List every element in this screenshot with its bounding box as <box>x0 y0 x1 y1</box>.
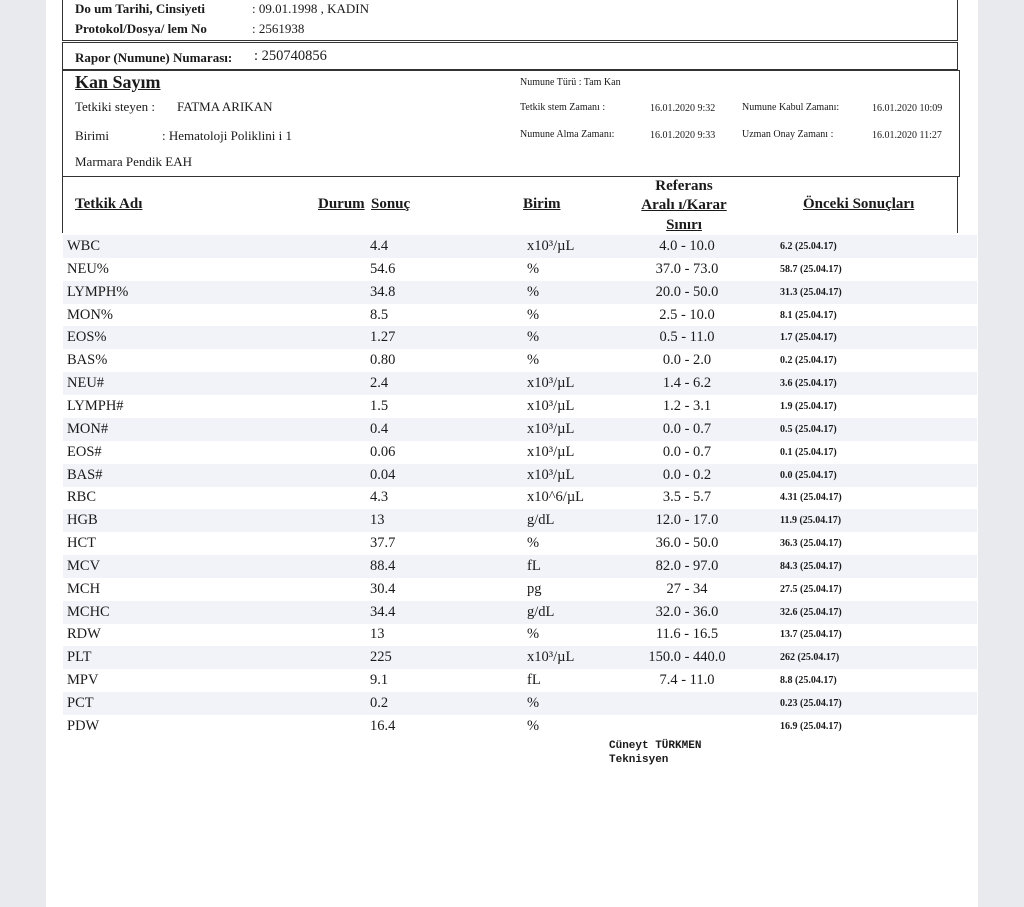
table-row <box>63 372 977 395</box>
dob-value: : 09.01.1998 , KADIN <box>252 1 369 16</box>
test-previous-result: 16.9 (25.04.17) <box>780 720 842 732</box>
test-previous-result: 1.9 (25.04.17) <box>780 400 837 412</box>
test-info-box <box>62 70 960 177</box>
test-previous-result: 36.3 (25.04.17) <box>780 538 842 550</box>
test-reference-range: 7.4 - 11.0 <box>659 672 715 689</box>
test-name: MCV <box>67 557 101 574</box>
test-reference-range: 0.0 - 0.2 <box>662 466 712 483</box>
test-reference-range: 32.0 - 36.0 <box>655 603 719 620</box>
test-previous-result: 262 (25.04.17) <box>780 652 840 664</box>
table-row <box>63 281 977 304</box>
test-unit: % <box>527 626 540 643</box>
col-header-ref-2: Aralı ı/Karar <box>641 197 727 213</box>
test-name: BAS# <box>67 466 103 483</box>
unit-value: : Hematoloji Poliklini i 1 <box>162 128 292 143</box>
table-row <box>63 235 977 258</box>
test-name: WBC <box>67 238 101 254</box>
col-header-ref-3: Sınırı <box>666 217 702 233</box>
test-reference-range: 82.0 - 97.0 <box>655 557 719 574</box>
test-previous-result: 8.1 (25.04.17) <box>780 309 837 321</box>
test-name: EOS# <box>67 443 102 460</box>
test-previous-result: 0.5 (25.04.17) <box>780 423 837 435</box>
table-row <box>63 646 977 669</box>
test-unit: % <box>527 352 540 369</box>
test-previous-result: 4.31 (25.04.17) <box>780 492 842 504</box>
test-unit: % <box>527 535 540 552</box>
requester-label: Tetkiki steyen : <box>75 99 155 114</box>
request-time-value: 16.01.2020 9:32 <box>650 103 716 114</box>
test-result: 0.80 <box>370 352 396 369</box>
test-unit: % <box>527 260 540 277</box>
test-result: 0.2 <box>370 695 389 711</box>
report-number-label: Rapor (Numune) Numarası: <box>75 50 233 65</box>
test-name: PLT <box>67 649 92 666</box>
signature-name: Cüneyt TÜRKMEN <box>609 740 702 752</box>
test-result: 4.4 <box>370 238 389 254</box>
table-row <box>63 349 977 372</box>
table-row <box>63 578 977 601</box>
table-row <box>63 326 977 349</box>
test-unit: x10³/µL <box>527 466 575 483</box>
test-title: Kan Sayım <box>75 72 161 92</box>
test-previous-result: 6.2 (25.04.17) <box>780 241 837 252</box>
test-result: 9.1 <box>370 672 389 689</box>
table-row <box>63 715 977 738</box>
test-reference-range: 150.0 - 440.0 <box>648 649 726 666</box>
test-result: 16.4 <box>370 717 396 734</box>
col-header-ref-1: Referans <box>655 178 713 194</box>
table-row <box>63 258 977 281</box>
table-row <box>63 486 977 509</box>
test-name: HGB <box>67 512 98 529</box>
test-name: MCHC <box>67 603 110 620</box>
test-previous-result: 1.7 (25.04.17) <box>780 332 837 344</box>
test-unit: % <box>527 283 540 300</box>
test-unit: fL <box>527 557 541 574</box>
test-unit: % <box>527 717 540 734</box>
test-unit: g/dL <box>527 512 555 529</box>
test-name: HCT <box>67 535 96 552</box>
test-name: RDW <box>67 626 101 643</box>
test-result: 13 <box>370 626 385 643</box>
table-row <box>63 304 977 327</box>
col-header-result: Sonuç <box>371 196 411 212</box>
test-name: BAS% <box>67 352 108 369</box>
table-row <box>63 555 977 578</box>
test-reference-range: 12.0 - 17.0 <box>655 512 719 529</box>
sample-time-label: Numune Alma Zamanı: <box>520 129 615 140</box>
test-unit: % <box>527 329 540 346</box>
test-previous-result: 0.23 (25.04.17) <box>780 698 842 709</box>
test-result: 0.4 <box>370 420 389 437</box>
test-name: EOS% <box>67 329 107 346</box>
test-unit: x10³/µL <box>527 397 575 414</box>
dob-label: Do um Tarihi, Cinsiyeti <box>75 1 206 16</box>
test-previous-result: 0.1 (25.04.17) <box>780 446 837 458</box>
unit-label: Birimi <box>75 128 109 143</box>
test-reference-range: 4.0 - 10.0 <box>659 238 715 254</box>
test-result: 2.4 <box>370 375 389 392</box>
test-name: LYMPH# <box>67 397 124 414</box>
test-unit: g/dL <box>527 603 555 620</box>
table-row <box>63 464 977 487</box>
test-unit: x10^6/µL <box>527 489 585 506</box>
test-name: MON% <box>67 306 113 323</box>
test-unit: pg <box>527 580 542 597</box>
test-previous-result: 27.5 (25.04.17) <box>780 583 842 595</box>
test-unit: x10³/µL <box>527 443 575 460</box>
test-reference-range: 0.5 - 11.0 <box>659 329 715 346</box>
test-unit: % <box>527 695 540 711</box>
col-header-name: Tetkik Adı <box>75 196 143 212</box>
test-previous-result: 58.7 (25.04.17) <box>780 263 842 275</box>
test-result: 4.3 <box>370 489 389 506</box>
test-reference-range: 3.5 - 5.7 <box>662 489 712 506</box>
test-previous-result: 31.3 (25.04.17) <box>780 286 842 298</box>
accept-time-value: 16.01.2020 10:09 <box>872 103 943 114</box>
test-previous-result: 11.9 (25.04.17) <box>780 515 842 527</box>
test-previous-result: 3.6 (25.04.17) <box>780 378 837 390</box>
test-result: 88.4 <box>370 557 396 574</box>
table-row <box>63 441 977 464</box>
col-header-status: Durum <box>318 196 365 212</box>
protocol-value: : 2561938 <box>252 21 305 36</box>
test-reference-range: 37.0 - 73.0 <box>655 260 719 277</box>
sample-type: Numune Türü : Tam Kan <box>520 77 621 88</box>
test-name: NEU# <box>67 375 105 392</box>
test-unit: % <box>527 306 540 323</box>
table-row <box>63 395 977 418</box>
sample-time-value: 16.01.2020 9:33 <box>650 130 716 141</box>
test-name: LYMPH% <box>67 283 129 300</box>
request-time-label: Tetkik stem Zamanı : <box>520 102 606 113</box>
test-unit: x10³/µL <box>527 420 575 437</box>
test-result: 34.8 <box>370 283 396 300</box>
table-row <box>63 418 977 441</box>
requester-value: FATMA ARIKAN <box>177 99 273 114</box>
test-previous-result: 32.6 (25.04.17) <box>780 606 842 618</box>
report-number-value: : 250740856 <box>254 48 327 64</box>
test-reference-range: 2.5 - 10.0 <box>659 306 715 323</box>
table-row <box>63 509 977 532</box>
approve-time-label: Uzman Onay Zamanı : <box>742 129 834 140</box>
test-result: 0.06 <box>370 443 396 460</box>
test-result: 37.7 <box>370 535 396 552</box>
col-header-unit: Birim <box>523 196 561 212</box>
test-name: MON# <box>67 420 109 437</box>
test-reference-range: 36.0 - 50.0 <box>655 535 719 552</box>
protocol-label: Protokol/Dosya/ lem No <box>75 21 207 36</box>
test-result: 1.5 <box>370 397 389 414</box>
table-row <box>63 623 977 646</box>
test-result: 13 <box>370 512 385 529</box>
test-reference-range: 1.2 - 3.1 <box>662 397 712 414</box>
table-row <box>63 692 977 715</box>
test-result: 1.27 <box>370 329 396 346</box>
test-name: PCT <box>67 695 94 711</box>
accept-time-label: Numune Kabul Zamanı: <box>742 102 840 113</box>
test-name: RBC <box>67 489 97 506</box>
test-unit: fL <box>527 672 541 689</box>
test-reference-range: 0.0 - 2.0 <box>662 352 712 369</box>
test-unit: x10³/µL <box>527 649 575 666</box>
test-previous-result: 0.2 (25.04.17) <box>780 355 837 367</box>
test-reference-range: 1.4 - 6.2 <box>662 375 712 392</box>
test-unit: x10³/µL <box>527 238 575 254</box>
approve-time-value: 16.01.2020 11:27 <box>872 130 942 141</box>
test-previous-result: 0.0 (25.04.17) <box>780 469 837 481</box>
test-reference-range: 0.0 - 0.7 <box>662 443 712 460</box>
test-name: NEU% <box>67 260 109 277</box>
test-name: MCH <box>67 580 101 597</box>
test-reference-range: 20.0 - 50.0 <box>655 283 719 300</box>
test-reference-range: 0.0 - 0.7 <box>662 420 712 437</box>
test-result: 34.4 <box>370 603 396 620</box>
table-row <box>63 669 977 692</box>
test-result: 30.4 <box>370 580 396 597</box>
table-row <box>63 532 977 555</box>
signature-title: Teknisyen <box>609 754 669 766</box>
test-unit: x10³/µL <box>527 375 575 392</box>
test-result: 225 <box>370 649 392 666</box>
hospital-name: Marmara Pendik EAH <box>75 154 192 169</box>
test-result: 8.5 <box>370 306 389 323</box>
test-previous-result: 84.3 (25.04.17) <box>780 560 842 572</box>
table-row <box>63 601 977 624</box>
col-header-previous: Önceki Sonuçları <box>803 196 915 212</box>
test-result: 54.6 <box>370 260 396 277</box>
test-previous-result: 13.7 (25.04.17) <box>780 629 842 641</box>
test-name: PDW <box>67 717 100 734</box>
test-reference-range: 27 - 34 <box>666 580 708 597</box>
test-previous-result: 8.8 (25.04.17) <box>780 675 837 687</box>
test-name: MPV <box>67 672 99 689</box>
test-result: 0.04 <box>370 466 396 483</box>
test-reference-range: 11.6 - 16.5 <box>655 626 719 643</box>
